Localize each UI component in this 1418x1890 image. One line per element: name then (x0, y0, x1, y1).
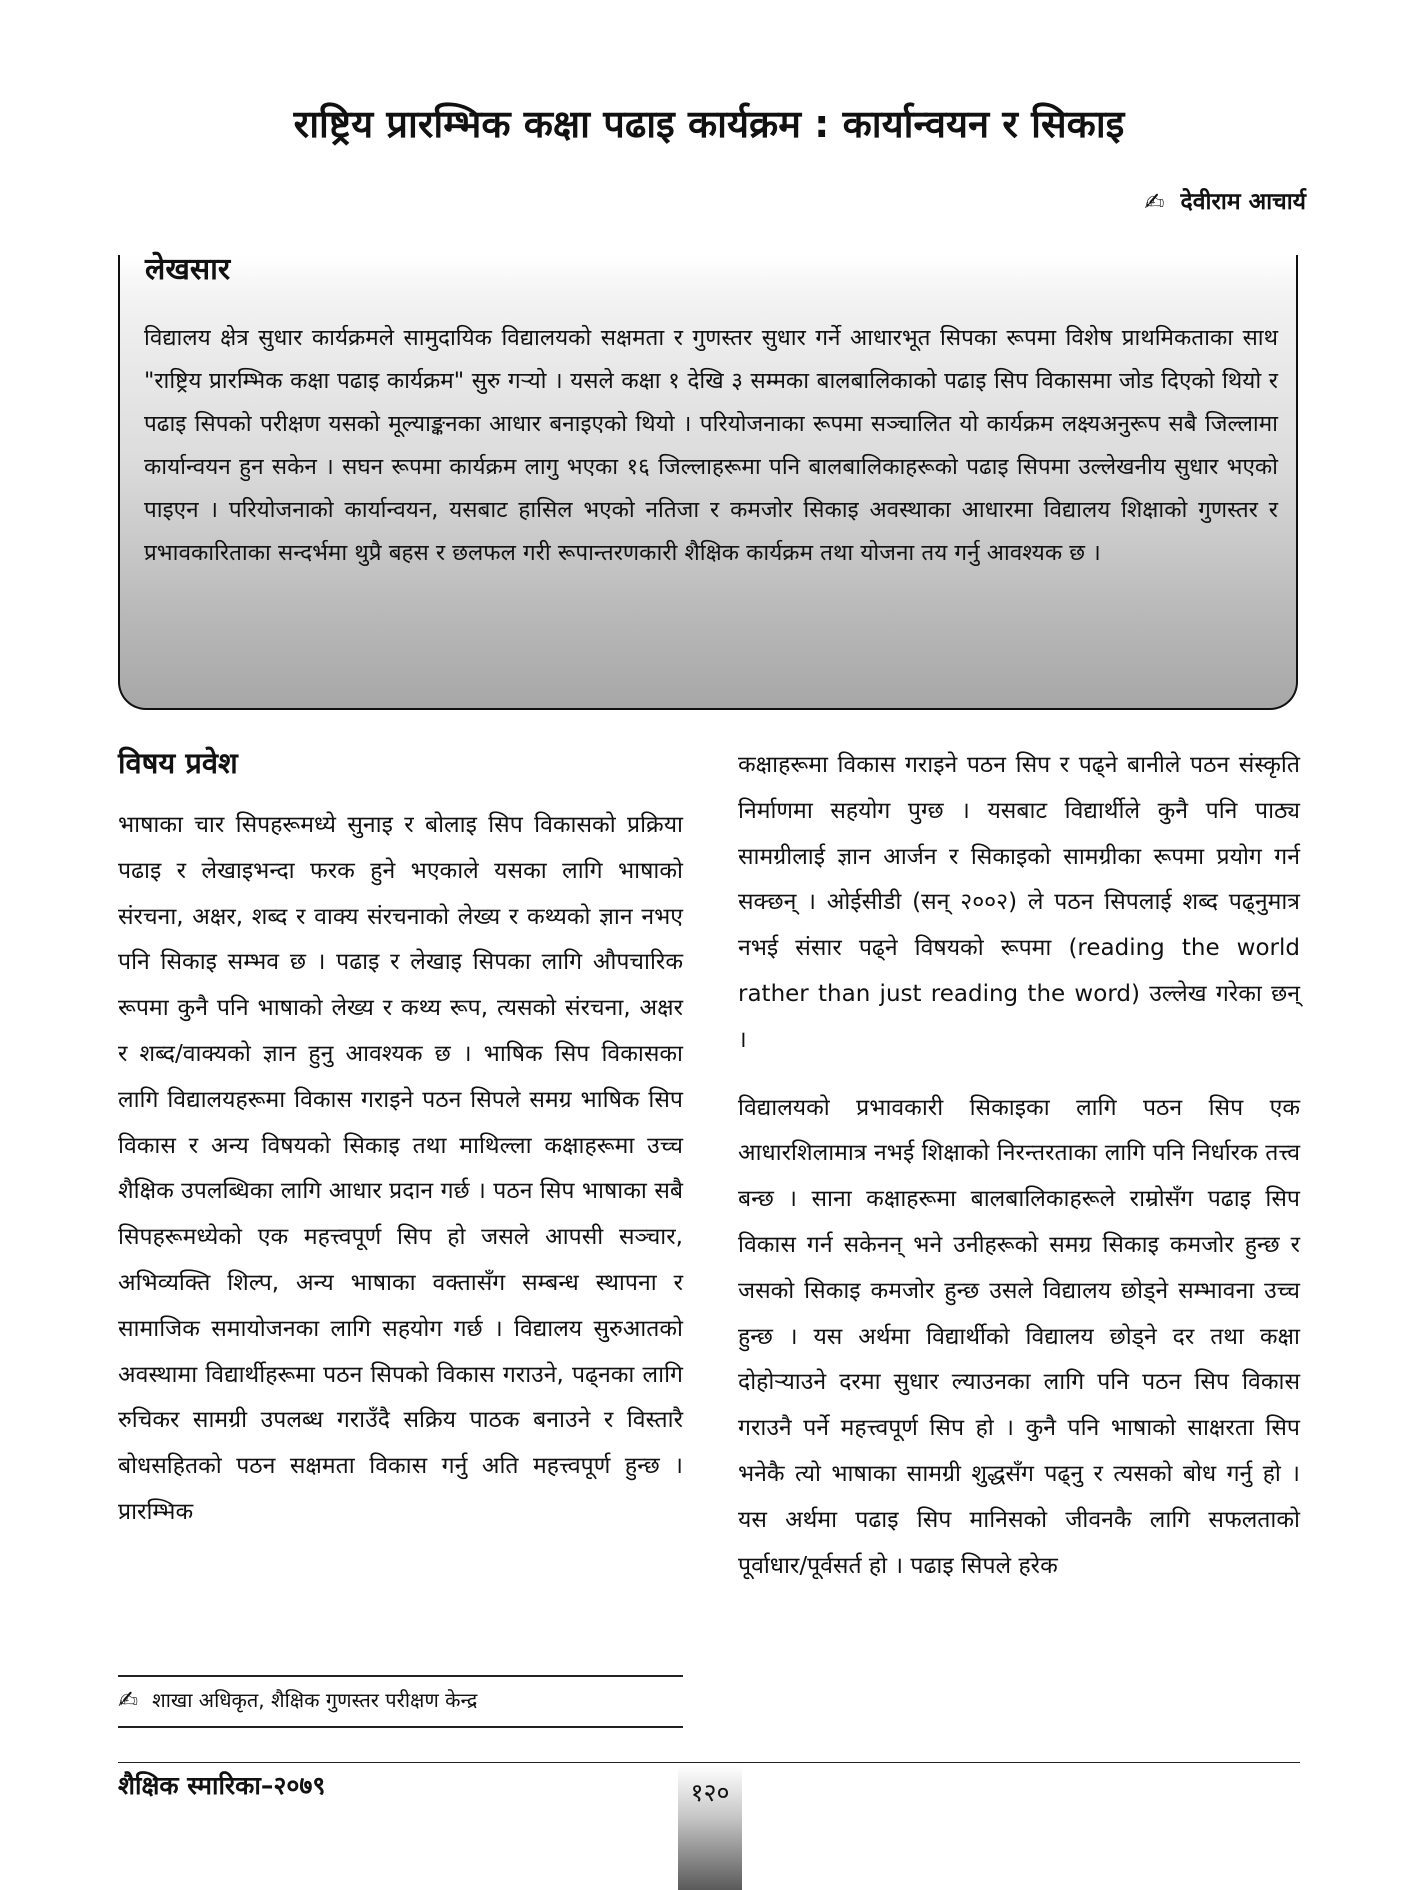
footnote-divider (118, 1726, 683, 1728)
left-column (118, 743, 683, 1536)
abstract-heading: लेखसार (145, 252, 231, 287)
footnote-text: शाखा अधिकृत, शैक्षिक गुणस्तर परीक्षण केन्द्र (152, 1688, 478, 1712)
body-paragraph: विद्यालयको प्रभावकारी सिकाइका लागि पठन सिप एक आधारशिलामात्र नभई शिक्षाको निरन्तरताका लागि पनि निर्धारक तत्त्व बन्छ । साना कक्षाहरूमा बालबालिकाहरूले राम्रोसँग पढाइ सिप विकास गर्न सकेनन् भने उनीहरूको समग्र सिकाइ कमजोर हुन्छ र जसको सिकाइ कमजोर हुन्छ उसले विद्यालय छोड्ने सम्भावना उच्च हुन्छ । यस अर्थमा विद्यार्थीको विद्यालय छोड्ने दर तथा कक्षा दोहोर्‍याउने दरमा सुधार ल्याउनका लागि पनि पठन सिप विकास गराउनै पर्ने महत्त्वपूर्ण सिप हो । कुनै पनि भाषाको साक्षरता सिप भनेकै त्यो भाषाका सामग्री शुद्धसँग पढ्नु र त्यसको बोध गर्नु हो । यस अर्थमा पढाइ सिप मानिसको जीवनकै लागि सफलताको पूर्वाधार/पूर्वसर्त हो । पढाइ सिपले हरेक (738, 1094, 1300, 1579)
right-column (738, 743, 1300, 1589)
body-paragraph: भाषाका चार सिपहरूमध्ये सुनाइ र बोलाइ सिप विकासको प्रक्रिया पढाइ र लेखाइभन्दा फरक हुने भएकाले यसका लागि भाषाको संरचना, अक्षर, शब्द र वाक्य संरचनाको लेख्य र कथ्यको ज्ञान नभए पनि सिकाइ सम्भव छ । पढाइ र लेखाइ सिपका लागि औपचारिक रूपमा कुनै पनि भाषाको लेख्य र कथ्य रूप, त्यसको संरचना, अक्षर र शब्द/वाक्यको ज्ञान हुनु आवश्यक छ । भाषिक सिप विकासका लागि विद्यालयहरूमा विकास गराइने पठन सिपले समग्र भाषिक सिप विकास र अन्य विषयको सिकाइ तथा माथिल्ला कक्षाहरूमा उच्च शैक्षिक उपलब्धिका लागि आधार प्रदान गर्छ । पठन सिप भाषाका सबै सिपहरूमध्येको एक महत्त्वपूर्ण सिप हो जसले आपसी सञ्चार, अभिव्यक्ति शिल्प, अन्य भाषाका वक्तासँग सम्बन्ध स्थापना र सामाजिक समायोजनका लागि सहयोग गर्छ । विद्यालय सुरुआतको अवस्थामा विद्यार्थीहरूमा पठन सिपको विकास गराउने, पढ्नका लागि रुचिकर सामग्री उपलब्ध गराउँदै सक्रिय पाठक बनाउने र विस्तारै बोधसहितको पठन सक्षमता विकास गर्नु अति महत्त्वपूर्ण हुन्छ । प्रारम्भिक (118, 812, 683, 1525)
footnote (118, 1684, 683, 1716)
pen-icon: ✍ (1144, 188, 1165, 216)
footnote-divider (118, 1675, 683, 1677)
page-number: १२० (690, 1778, 730, 1807)
paragraph-gap (738, 1064, 1300, 1086)
abstract-text: विद्यालय क्षेत्र सुधार कार्यक्रमले सामुदायिक विद्यालयको सक्षमता र गुणस्तर सुधार गर्ने आधारभूत सिपका रूपमा विशेष प्राथमिकताका साथ "राष्ट्रिय प्रारम्भिक कक्षा पढाइ कार्यक्रम" सुरु गर्‍यो । यसले कक्षा १ देखि ३ सम्मका बालबालिकाको पढाइ सिप विकासमा जोड दिएको थियो र पढाइ सिपको परीक्षण यसको मूल्याङ्कनका आधार बनाइएको थियो । परियोजनाका रूपमा सञ्चालित यो कार्यक्रम लक्ष्यअनुरूप सबै जिल्लामा कार्यान्वयन हुन सकेन । सघन रूपमा कार्यक्रम लागु भएका १६ जिल्लाहरूमा पनि बालबालिकाहरूको पढाइ सिपमा उल्लेखनीय सुधार भएको पाइएन । परियोजनाको कार्यान्वयन, यसबाट हासिल भएको नतिजा र कमजोर सिकाइ अवस्थाका आधारमा विद्यालय शिक्षाको गुणस्तर र प्रभावकारिताका सन्दर्भमा थुप्रै बहस र छलफल गरी रूपान्तरणकारी शैक्षिक कार्यक्रम तथा योजना तय गर्नु आवश्यक छ । (144, 325, 1278, 566)
body-paragraph: कक्षाहरूमा विकास गराइने पठन सिप र पढ्ने बानीले पठन संस्कृति निर्माणमा सहयोग पुग्छ । यसबाट विद्यार्थीले कुनै पनि पाठ्य सामग्रीलाई ज्ञान आर्जन र सिकाइको सामग्रीका रूपमा प्रयोग गर्न सक्छन् । ओईसीडी (सन् २००२) ले पठन सिपलाई शब्द पढ्नुमात्र नभई संसार पढ्ने विषयको रूपमा (reading the world rather than just reading the word) उल्लेख गरेका छन् । (738, 752, 1300, 1053)
author-line (1144, 186, 1306, 218)
journal-name: शैक्षिक स्मारिका–२०७९ (118, 1771, 326, 1800)
author-name: देवीराम आचार्य (1180, 189, 1306, 215)
section-heading: विषय प्रवेश (118, 746, 238, 780)
article-title: राष्ट्रिय प्रारम्भिक कक्षा पढाइ कार्यक्रम : कार्यान्वयन र सिकाइ (293, 102, 1125, 146)
pen-icon: ✍ (118, 1686, 139, 1714)
footer-divider (118, 1762, 1300, 1763)
